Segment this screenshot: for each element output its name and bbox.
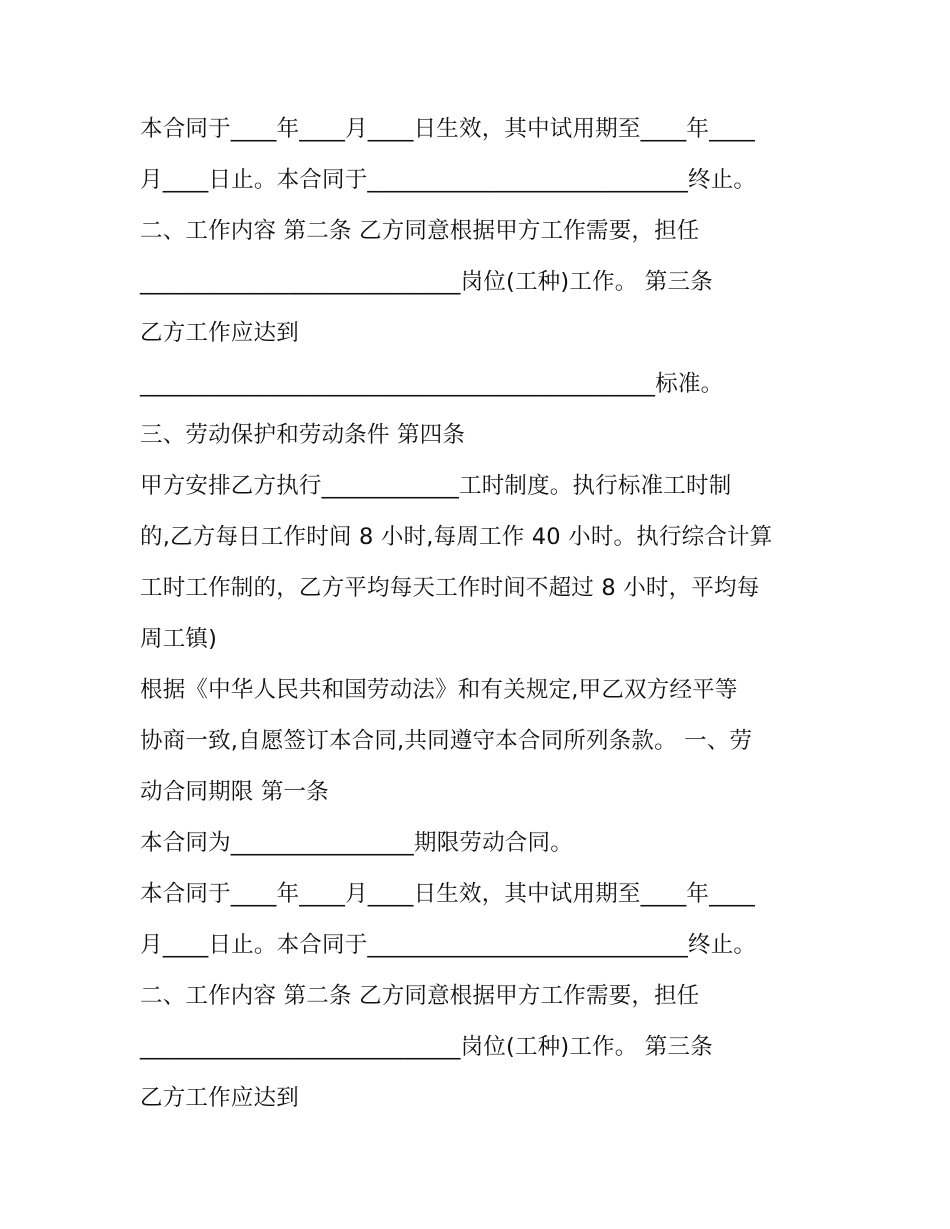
text-line: _____________________________________________标准。: [140, 371, 724, 397]
text-line: 乙方工作应达到: [140, 320, 299, 346]
text-line: 本合同为________________期限劳动合同。: [140, 830, 573, 856]
text-line: 二、工作内容 第二条 乙方同意根据甲方工作需要，担任: [140, 983, 700, 1009]
text-line: 乙方工作应达到: [140, 1085, 299, 1111]
text-line: 甲方安排乙方执行____________工时制度。执行标准工时制: [140, 473, 732, 499]
text-line: 三、劳动保护和劳动条件 第四条: [140, 422, 466, 448]
text-line: 本合同于____年____月____日生效，其中试用期至____年____: [140, 881, 755, 907]
text-line: 周工镇): [140, 626, 218, 652]
text-line: 工时工作制的，乙方平均每天工作时间不超过 8 小时，平均每: [140, 575, 760, 601]
text-line: ____________________________岗位(工种)工作。 第三条: [140, 269, 713, 295]
text-line: 月____日止。本合同于____________________________终止。: [140, 167, 757, 193]
text-line: ____________________________岗位(工种)工作。 第三条: [140, 1034, 713, 1060]
contract-text: [140, 104, 820, 1124]
text-line: 协商一致,自愿签订本合同,共同遵守本合同所列条款。 一、劳: [140, 728, 753, 754]
text-line: 根据《中华人民共和国劳动法》和有关规定,甲乙双方经平等: [140, 677, 738, 703]
text-line: 的,乙方每日工作时间 8 小时,每周工作 40 小时。执行综合计算: [140, 524, 773, 550]
text-line: 动合同期限 第一条: [140, 779, 329, 805]
text-line: 月____日止。本合同于____________________________终止。: [140, 932, 757, 958]
text-line: 二、工作内容 第二条 乙方同意根据甲方工作需要，担任: [140, 218, 700, 244]
text-line: 本合同于____年____月____日生效，其中试用期至____年____: [140, 116, 755, 142]
